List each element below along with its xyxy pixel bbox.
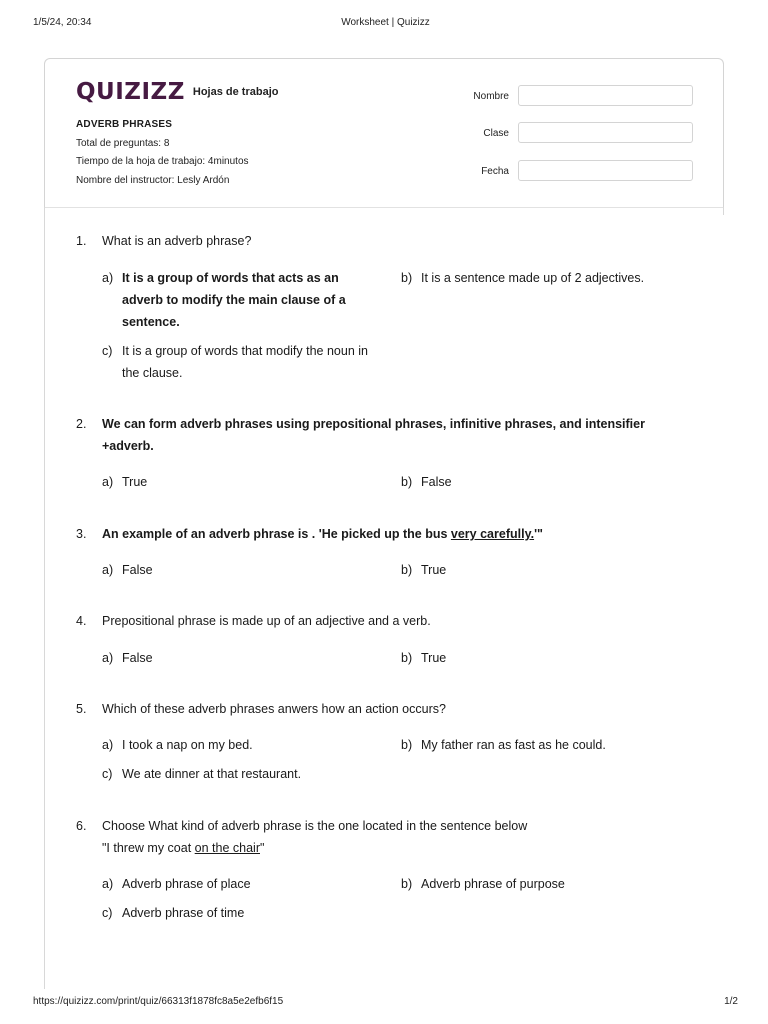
option-text-line: sentence.: [122, 315, 180, 329]
question-text-line: We can form adverb phrases using prepositional phrases, infinitive phrases, and intensifier: [102, 417, 645, 431]
option-text-line: the clause.: [122, 366, 183, 380]
option-text: True: [421, 563, 447, 577]
underlined-phrase: on the chair: [194, 841, 260, 855]
question-number: 2.: [76, 417, 87, 431]
option-letter: a): [102, 271, 114, 285]
question-text: Prepositional phrase is made up of an adjective and a verb.: [102, 614, 431, 628]
option-letter: b): [401, 877, 413, 891]
name-label: Nombre: [473, 91, 509, 102]
worksheet-title: ADVERB PHRASES: [76, 119, 173, 130]
option-letter: b): [401, 651, 413, 665]
option-letter: c): [102, 344, 113, 358]
option-text: Adverb phrase of purpose: [421, 877, 565, 891]
question-text: Choose What kind of adverb phrase is the one located in the sentence below: [102, 819, 528, 833]
print-date: 1/5/24, 20:34: [33, 17, 92, 28]
question-number: 3.: [76, 527, 87, 541]
print-title: Worksheet | Quizizz: [341, 17, 430, 28]
question-number: 4.: [76, 614, 87, 628]
option-letter: b): [401, 563, 413, 577]
option-text: My father ran as fast as he could.: [421, 738, 606, 752]
option-letter: c): [102, 767, 113, 781]
class-label: Clase: [483, 128, 509, 139]
question-number: 5.: [76, 702, 87, 716]
option-text: False: [122, 651, 153, 665]
option-letter: a): [102, 738, 114, 752]
option-letter: c): [102, 906, 113, 920]
date-field[interactable]: [518, 160, 693, 181]
page-url: https://quizizz.com/print/quiz/66313f1878fc8a5e2efb6f15: [33, 996, 284, 1007]
option-letter: b): [401, 738, 413, 752]
question-sentence: "I threw my coat on the chair": [102, 841, 265, 855]
option-text: True: [122, 475, 148, 489]
option-text-line: adverb to modify the main clause of a: [122, 293, 346, 307]
question-text: What is an adverb phrase?: [102, 234, 252, 248]
quizizz-logo: QUIZIZZ: [76, 79, 185, 105]
logo-row: [76, 79, 278, 105]
question-text-line: +adverb.: [102, 439, 154, 453]
option-letter: a): [102, 475, 114, 489]
question-number: 6.: [76, 819, 87, 833]
worksheet-time: Tiempo de la hoja de trabajo: 4minutos: [76, 156, 249, 167]
page-border-right: [723, 207, 724, 215]
page-border-left: [44, 207, 45, 989]
option-letter: b): [401, 271, 413, 285]
print-header: [33, 17, 738, 31]
option-letter: a): [102, 651, 114, 665]
date-label: Fecha: [481, 166, 509, 177]
class-field[interactable]: [518, 122, 693, 143]
option-text: Adverb phrase of time: [122, 906, 245, 920]
option-letter: a): [102, 877, 114, 891]
option-letter: b): [401, 475, 413, 489]
option-text-line: It is a group of words that acts as an: [122, 271, 339, 285]
option-text-line: It is a group of words that modify the noun in: [122, 344, 368, 358]
page-number: 1/2: [724, 996, 738, 1007]
question-text-end: '": [534, 527, 543, 541]
worksheet-header-card: [44, 58, 724, 208]
option-letter: a): [102, 563, 114, 577]
option-text: It is a sentence made up of 2 adjectives.: [421, 271, 645, 285]
logo-subtitle: Hojas de trabajo: [192, 86, 279, 98]
option-text: True: [421, 651, 447, 665]
question-text: Which of these adverb phrases anwers how an action occurs?: [102, 702, 446, 716]
option-text: We ate dinner at that restaurant.: [122, 767, 302, 781]
question-number: 1.: [76, 234, 87, 248]
option-text: I took a nap on my bed.: [122, 738, 253, 752]
option-text: False: [122, 563, 153, 577]
question-text: An example of an adverb phrase is . 'He picked up the bus: [102, 527, 451, 541]
option-text: Adverb phrase of place: [122, 877, 251, 891]
underlined-phrase: very carefully.: [450, 527, 535, 541]
instructor-name: Nombre del instructor: Lesly Ardón: [76, 175, 230, 186]
total-questions: Total de preguntas: 8: [76, 138, 170, 149]
name-field[interactable]: [518, 85, 693, 106]
option-text: False: [421, 475, 452, 489]
